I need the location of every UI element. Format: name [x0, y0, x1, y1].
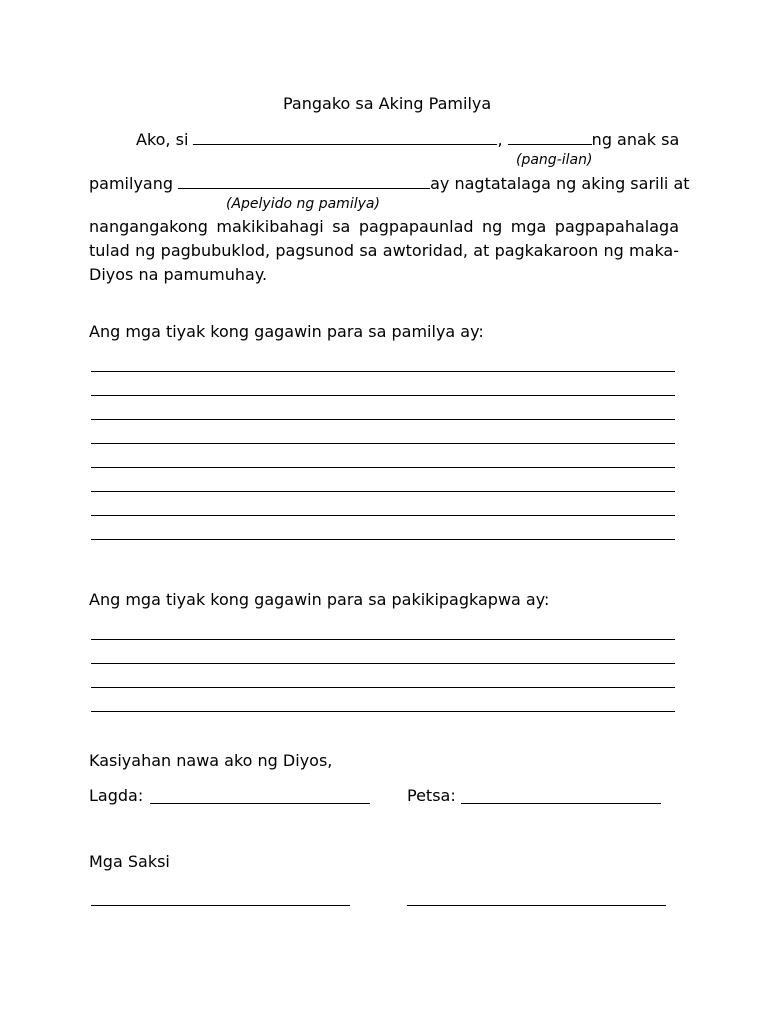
intro-line-1 [136, 130, 679, 150]
comma: , [497, 130, 503, 149]
family-answer-line-1[interactable] [91, 371, 675, 372]
community-answer-line-2[interactable] [91, 663, 675, 664]
family-section-prompt: Ang mga tiyak kong gagawin para sa pamilya ay: [89, 322, 484, 341]
family-answer-line-5[interactable] [91, 467, 675, 468]
lagda-label: Lagda: [89, 786, 144, 805]
signature-blank[interactable] [150, 803, 370, 804]
pang-ilan-hint: (pang-ilan) [516, 152, 593, 168]
family-answer-line-6[interactable] [91, 491, 675, 492]
document-title: Pangako sa Aking Pamilya [283, 94, 492, 113]
witness-1-blank[interactable] [91, 905, 350, 906]
intro-line-2 [89, 174, 690, 194]
date-blank[interactable] [461, 803, 661, 804]
intro-continuation: nangangakong makikibahagi sa pagpapaunlad ng mga pagpapahalaga tulad ng pagbubuklod, pagsunod sa awtoridad, at pagkakaroon ng maka-Diyos na pamumuhay. [89, 217, 679, 284]
apelyido-hint: (Apelyido ng pamilya) [226, 196, 380, 212]
community-answer-line-1[interactable] [91, 639, 675, 640]
ng-anak-sa-label: ng anak sa [591, 130, 680, 149]
family-name-blank[interactable] [178, 174, 430, 189]
community-section-prompt: Ang mga tiyak kong gagawin para sa pakikipagkapwa ay: [89, 590, 550, 609]
ako-si-label: Ako, si [136, 130, 189, 149]
community-answer-line-4[interactable] [91, 711, 675, 712]
name-blank[interactable] [193, 130, 497, 145]
community-answer-line-3[interactable] [91, 687, 675, 688]
pamilyang-label: pamilyang [89, 174, 174, 193]
family-answer-line-8[interactable] [91, 539, 675, 540]
birth-order-blank[interactable] [508, 130, 592, 145]
ay-nagtatalaga-label: ay nagtatalaga ng aking sarili at [430, 174, 690, 193]
family-answer-line-7[interactable] [91, 515, 675, 516]
closing-line: Kasiyahan nawa ako ng Diyos, [89, 751, 333, 770]
family-answer-line-3[interactable] [91, 419, 675, 420]
witness-2-blank[interactable] [407, 905, 666, 906]
witnesses-label: Mga Saksi [89, 852, 170, 871]
petsa-label: Petsa: [407, 786, 456, 805]
family-answer-line-2[interactable] [91, 395, 675, 396]
family-answer-line-4[interactable] [91, 443, 675, 444]
